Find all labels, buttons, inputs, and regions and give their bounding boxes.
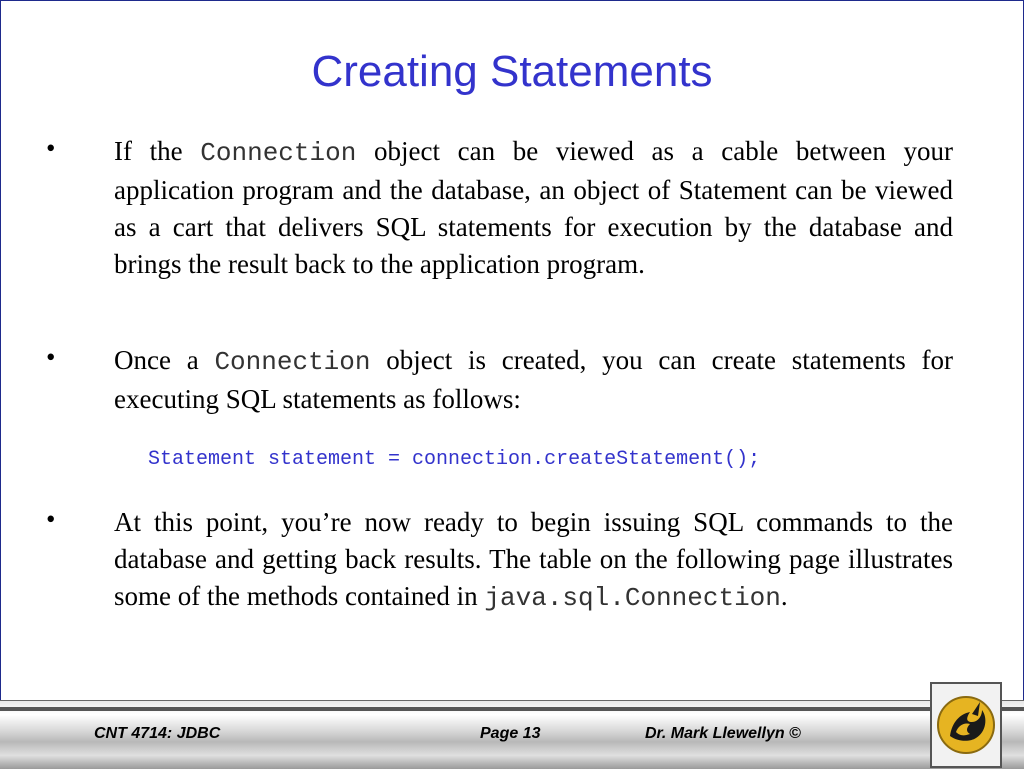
bullet-paragraph-2 <box>114 342 953 418</box>
code-example: Statement statement = connection.createStatement(); <box>148 448 761 471</box>
inline-code: java.sql.Connection <box>484 583 781 613</box>
footer-course: CNT 4714: JDBC <box>94 725 221 742</box>
bullet-paragraph-3 <box>114 504 953 617</box>
footer-page-number: Page 13 <box>480 725 541 742</box>
bullet-text: If the <box>114 136 201 166</box>
bullet-text: At this point, you’re now ready to begin issuing SQL commands to the database and getting back results. The table on the following page illustrates some of the methods contained in <box>114 507 953 611</box>
bullet-text: . <box>780 581 788 611</box>
footer-stripe <box>0 707 1024 711</box>
bullet-symbol: • <box>46 133 56 163</box>
bullet-text: object is created, you can create statements for executing SQL statements as follows: <box>114 345 953 414</box>
slide-title: Creating Statements <box>311 47 713 96</box>
logo-frame <box>930 682 1002 768</box>
pegasus-logo-icon <box>936 692 996 758</box>
footer-author: Dr. Mark Llewellyn © <box>645 725 801 742</box>
inline-code: Connection <box>214 347 371 377</box>
bullet-symbol: • <box>46 342 56 372</box>
bullet-symbol: • <box>46 504 56 534</box>
bullet-text: object can be viewed as a cable between your application program and the database, an object of Statement can be viewed as a cart that delivers SQL statements for execution by the database and brings the result back to the application program. <box>114 136 954 279</box>
bullet-paragraph-1 <box>114 133 953 283</box>
bullet-text: Once a <box>114 345 215 375</box>
inline-code: Connection <box>200 138 357 168</box>
